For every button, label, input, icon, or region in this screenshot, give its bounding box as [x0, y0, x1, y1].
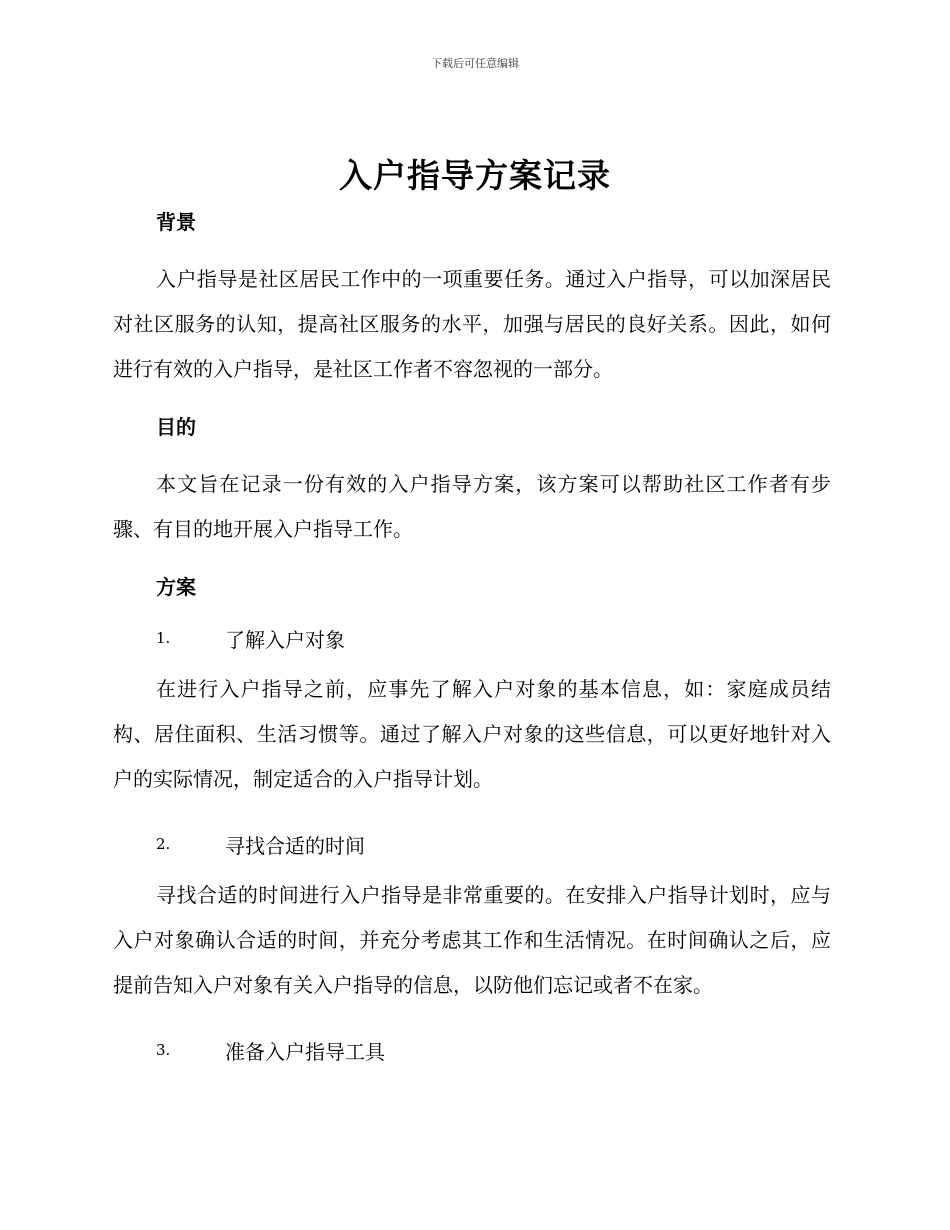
header-note: 下载后可任意编辑	[431, 57, 519, 70]
list-number: 1.	[156, 629, 171, 647]
paragraph-background: 入户指导是社区居民工作中的一项重要任务。通过入户指导，可以加深居民对社区服务的认知，提高社区服务的水平，加强与居民的良好关系。因此，如何进行有效的入户指导，是社区工作者不容忽视的一部分。	[113, 267, 831, 381]
list-item-title: 准备入户指导工具	[225, 1039, 385, 1064]
paragraph-plan-2: 寻找合适的时间进行入户指导是非常重要的。在安排入户指导计划时，应与入户对象确认合适的时间，并充分考虑其工作和生活情况。在时间确认之后，应提前告知入户对象有关入户指导的信息，以防他们忘记或者不在家。	[113, 883, 831, 997]
document-title: 入户指导方案记录	[339, 156, 611, 195]
section-heading-background: 背景	[156, 210, 196, 234]
list-number: 3.	[156, 1041, 171, 1059]
list-number: 2.	[156, 835, 171, 853]
section-heading-plan: 方案	[156, 575, 196, 599]
paragraph-purpose: 本文旨在记录一份有效的入户指导方案，该方案可以帮助社区工作者有步骤、有目的地开展入户指导工作。	[113, 472, 831, 541]
list-item-3	[113, 1021, 831, 1079]
document-body	[113, 200, 831, 1079]
list-item-1	[113, 609, 831, 667]
paragraph-plan-1: 在进行入户指导之前，应事先了解入户对象的基本信息，如：家庭成员结构、居住面积、生活习惯等。通过了解入户对象的这些信息，可以更好地针对入户的实际情况，制定适合的入户指导计划。	[113, 677, 831, 791]
section-heading-purpose: 目的	[156, 415, 196, 439]
list-item-title: 寻找合适的时间	[225, 833, 365, 858]
list-item-2	[113, 815, 831, 873]
list-item-title: 了解入户对象	[225, 627, 345, 652]
